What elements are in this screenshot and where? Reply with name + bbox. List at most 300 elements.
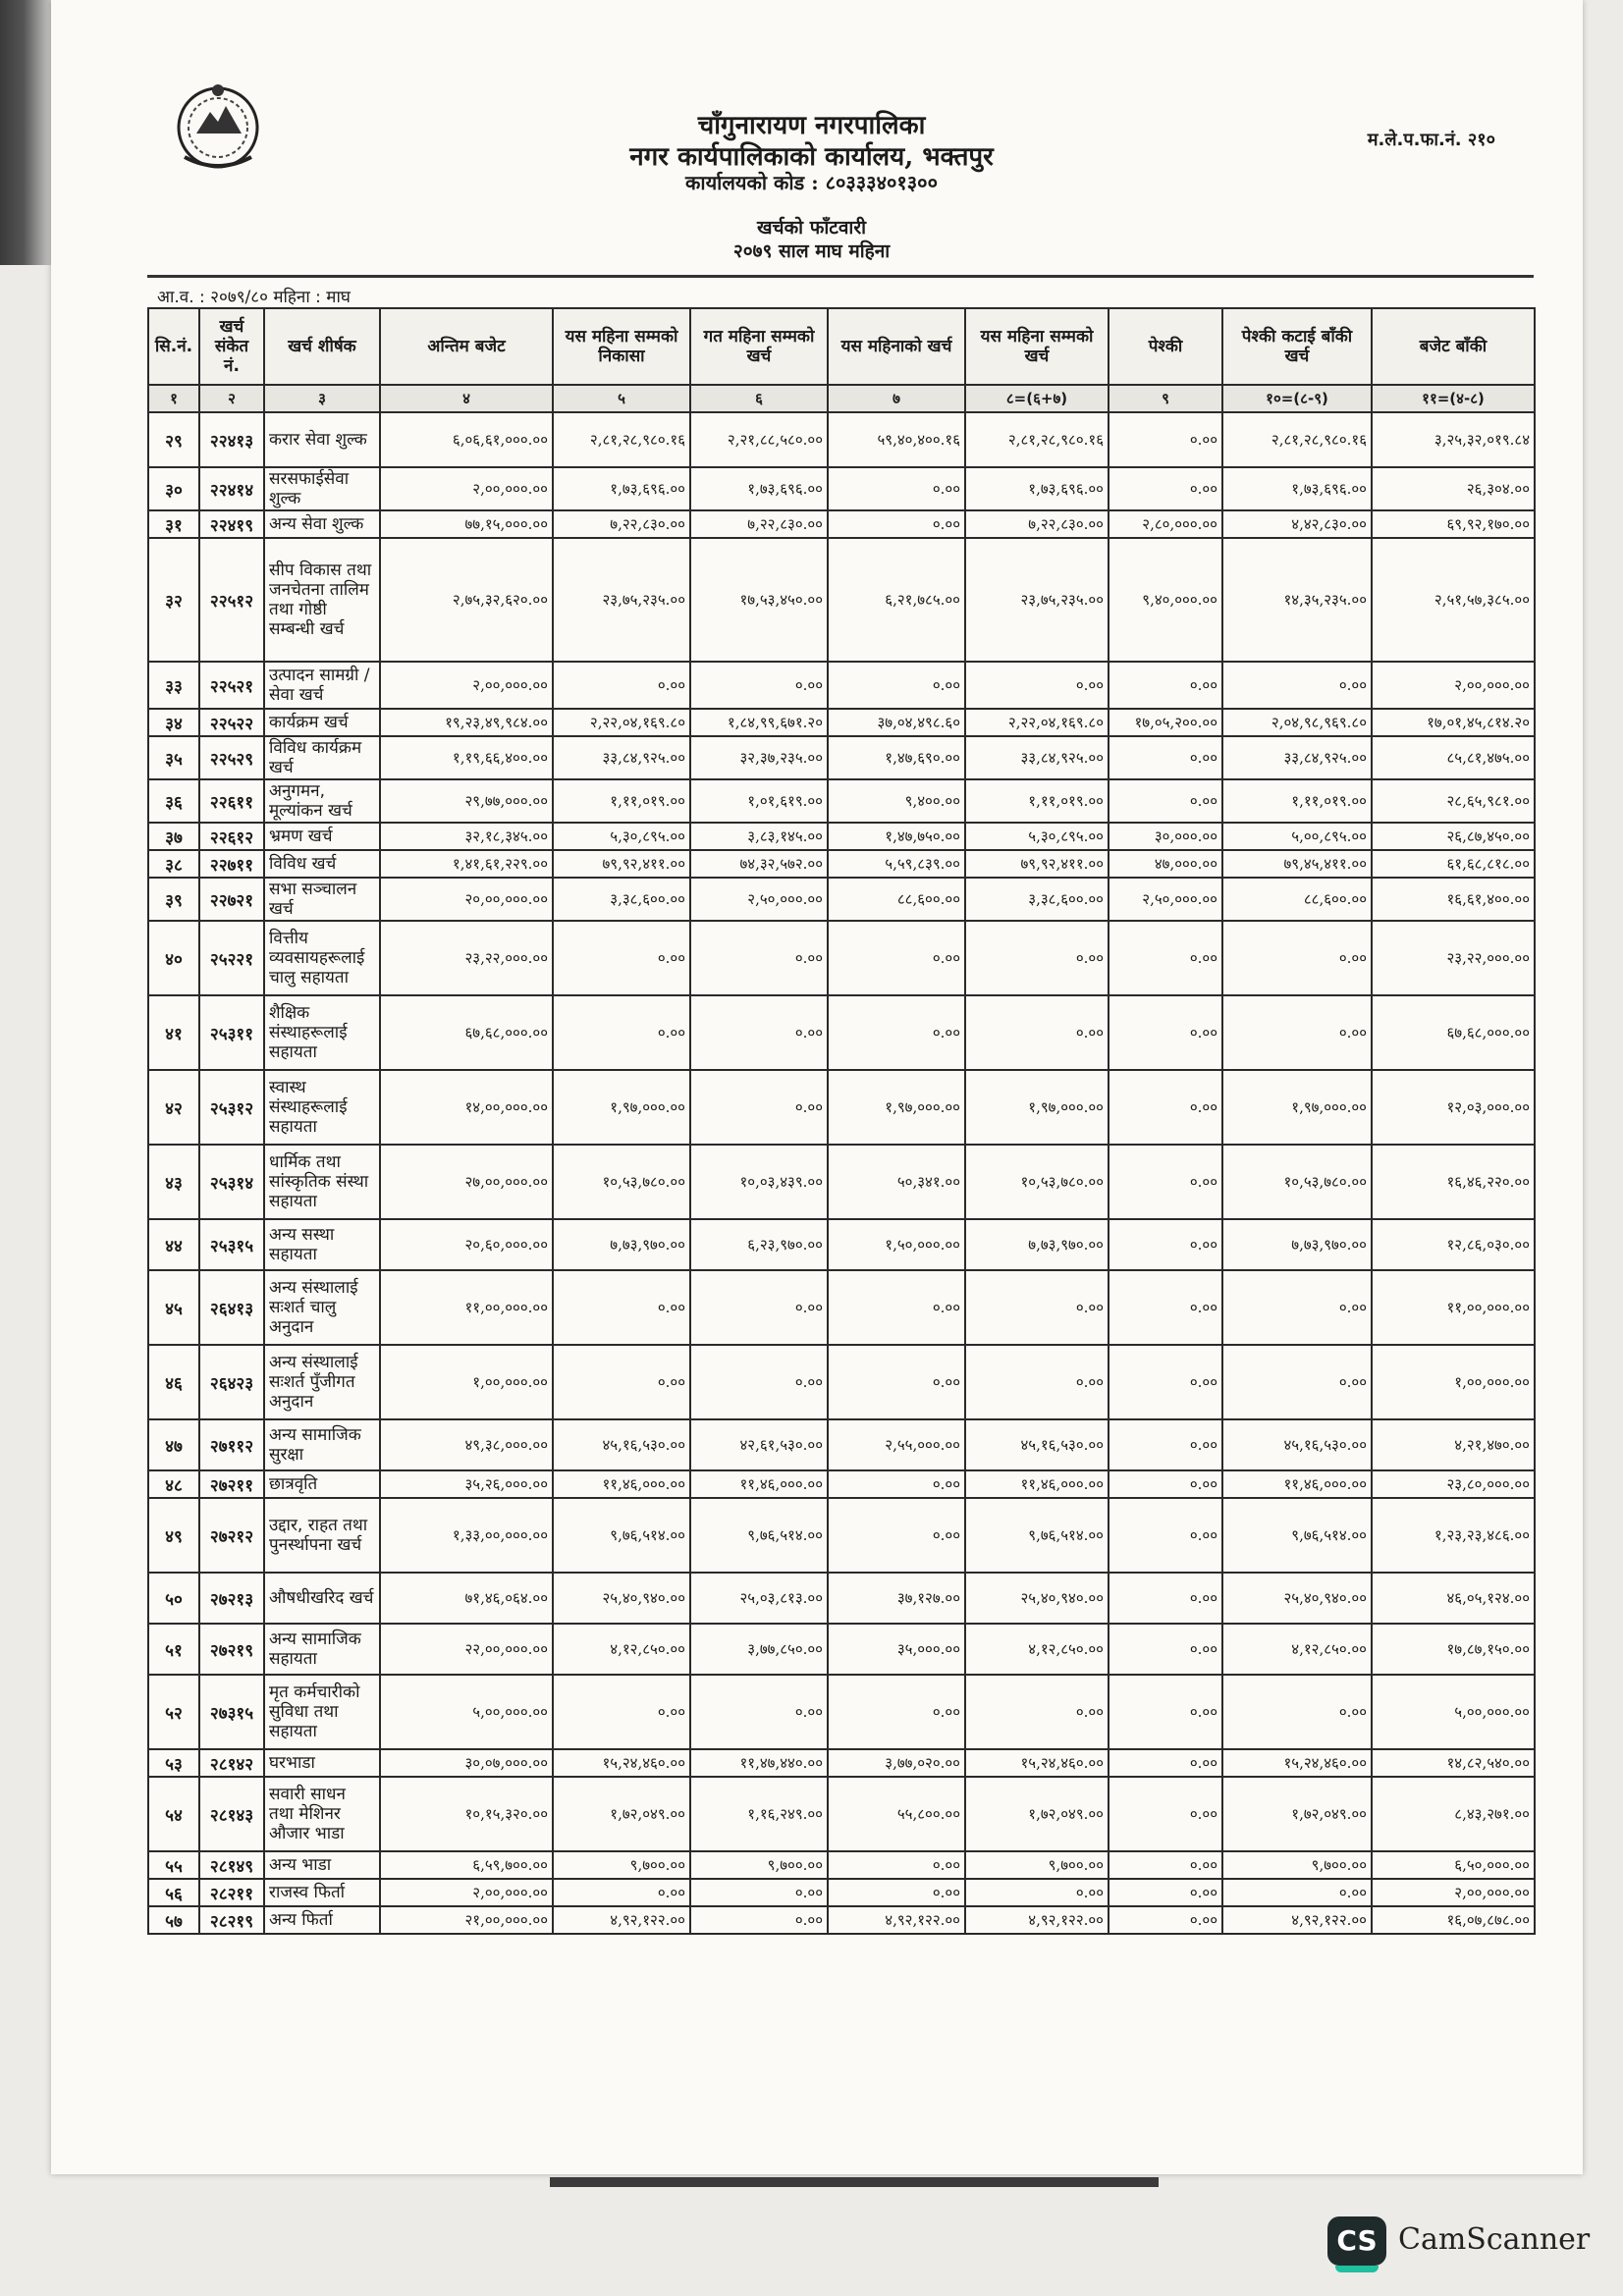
row-final-budget: २,७५,३२,६२०.०० [380,538,553,662]
fiscal-year: आ.व. : २०७९/८० महिना : माघ [157,288,351,307]
col-header: बजेट बाँकी [1372,308,1535,385]
row-title: कार्यक्रम खर्च [264,709,380,736]
row-title: अन्य सामाजिक सुरक्षा [264,1419,380,1470]
row-release-to-date: ७,२२,८३०.०० [553,510,690,538]
report-title: खर्चको फाँटवारी [756,217,867,239]
row-final-budget: ६,५९,७००.०० [380,1851,553,1879]
row-release-to-date: ०.०० [553,662,690,709]
row-budget-balance: २,००,०००.०० [1372,662,1535,709]
row-release-to-date: २,२२,०४,१६९.८० [553,709,690,736]
row-budget-balance: ३,२५,३२,०१९.८४ [1372,412,1535,467]
row-net-expense: ३३,८४,९२५.०० [1222,736,1372,779]
row-serial: ३४ [148,709,199,736]
row-release-to-date: ४,१२,८५०.०० [553,1624,690,1675]
report-period: २०७९ साल माघ महिना [732,240,891,262]
table-row [148,1573,1535,1624]
row-advance: ०.०० [1109,1573,1222,1624]
row-budget-balance: ६७,६८,०००.०० [1372,995,1535,1070]
table-row [148,1419,1535,1470]
row-final-budget: २,००,०००.०० [380,467,553,510]
row-release-to-date: १०,५३,७८०.०० [553,1145,690,1219]
col-index: १०=(८-९) [1222,385,1372,412]
row-expense-prev: ०.०० [690,662,828,709]
row-code: २२४१९ [199,510,264,538]
row-advance: ०.०० [1109,736,1222,779]
row-net-expense: ४५,१६,५३०.०० [1222,1419,1372,1470]
row-budget-balance: २३,८०,०००.०० [1372,1470,1535,1498]
table-row [148,1879,1535,1906]
row-advance: ०.०० [1109,412,1222,467]
row-budget-balance: २८,६५,९८१.०० [1372,779,1535,823]
row-budget-balance: ८,४३,२७१.०० [1372,1777,1535,1851]
row-expense-prev: ०.०० [690,1675,828,1749]
row-expense-prev: ६,२३,९७०.०० [690,1219,828,1270]
row-expense-month: ०.०० [828,510,965,538]
row-serial: ५२ [148,1675,199,1749]
row-release-to-date: ७,७३,९७०.०० [553,1219,690,1270]
row-net-expense: ७९,४५,४११.०० [1222,850,1372,878]
row-code: २२४१४ [199,467,264,510]
row-code: २८१४९ [199,1851,264,1879]
row-expense-month: ०.०० [828,1675,965,1749]
table-row [148,1777,1535,1851]
row-expense-prev: ०.०० [690,1270,828,1345]
row-serial: ५६ [148,1879,199,1906]
row-expense-to-date: ९,७६,५१४.०० [965,1498,1109,1573]
col-index: १ [148,385,199,412]
row-final-budget: १४,००,०००.०० [380,1070,553,1145]
row-advance: ०.०० [1109,1879,1222,1906]
row-advance: ०.०० [1109,1851,1222,1879]
row-budget-balance: ४,२१,४७०.०० [1372,1419,1535,1470]
row-net-expense: ११,४६,०००.०० [1222,1470,1372,1498]
row-final-budget: २७,००,०००.०० [380,1145,553,1219]
row-advance: ३०,०००.०० [1109,823,1222,850]
row-net-expense: ०.०० [1222,995,1372,1070]
row-title: धार्मिक तथा सांस्कृतिक संस्था सहायता [264,1145,380,1219]
row-final-budget: १,३३,००,०००.०० [380,1498,553,1573]
row-release-to-date: ४५,१६,५३०.०० [553,1419,690,1470]
row-title: सरसफाईसेवा शुल्क [264,467,380,510]
row-expense-prev: ०.०० [690,1879,828,1906]
row-expense-month: ०.०० [828,1270,965,1345]
col-index: ९ [1109,385,1222,412]
row-expense-prev: २,२१,८८,५८०.०० [690,412,828,467]
row-expense-month: ०.०० [828,467,965,510]
row-serial: ३५ [148,736,199,779]
row-expense-to-date: ०.०० [965,1879,1109,1906]
row-code: २५३१२ [199,1070,264,1145]
table-row [148,662,1535,709]
row-code: २८२१९ [199,1906,264,1934]
row-expense-to-date: ०.०० [965,1675,1109,1749]
row-serial: ४७ [148,1419,199,1470]
row-code: २७२१३ [199,1573,264,1624]
row-serial: ५३ [148,1749,199,1777]
row-code: २५२२१ [199,921,264,995]
column-index-row [148,385,1535,412]
row-title: छात्रवृति [264,1470,380,1498]
row-budget-balance: २३,२२,०००.०० [1372,921,1535,995]
row-serial: ३२ [148,538,199,662]
col-header: पेश्की [1109,308,1222,385]
row-serial: ५४ [148,1777,199,1851]
row-serial: ४८ [148,1470,199,1498]
row-code: २५३११ [199,995,264,1070]
row-code: २२५२१ [199,662,264,709]
row-budget-balance: २,००,०००.०० [1372,1879,1535,1906]
row-expense-to-date: ९,७००.०० [965,1851,1109,1879]
row-serial: ३३ [148,662,199,709]
row-release-to-date: २५,४०,९४०.०० [553,1573,690,1624]
row-budget-balance: १७,८७,१५०.०० [1372,1624,1535,1675]
col-header: गत महिना सम्मको खर्च [690,308,828,385]
row-advance: ९,४०,०००.०० [1109,538,1222,662]
row-serial: ५५ [148,1851,199,1879]
row-code: २२६११ [199,779,264,823]
row-final-budget: २३,२२,०००.०० [380,921,553,995]
row-final-budget: २,००,०००.०० [380,1879,553,1906]
row-expense-prev: १,०१,६१९.०० [690,779,828,823]
table-row [148,1675,1535,1749]
row-budget-balance: १,२३,२३,४८६.०० [1372,1498,1535,1573]
row-expense-to-date: १,७२,०४९.०० [965,1777,1109,1851]
row-net-expense: २,८१,२८,९८०.१६ [1222,412,1372,467]
table-row [148,538,1535,662]
row-advance: ०.०० [1109,779,1222,823]
row-final-budget: १०,१५,३२०.०० [380,1777,553,1851]
row-net-expense: १४,३५,२३५.०० [1222,538,1372,662]
col-index: ४ [380,385,553,412]
row-budget-balance: ५,००,०००.०० [1372,1675,1535,1749]
col-header: यस महिना सम्मको खर्च [965,308,1109,385]
row-serial: ४० [148,921,199,995]
row-title: उत्पादन सामग्री / सेवा खर्च [264,662,380,709]
col-index: २ [199,385,264,412]
table-row [148,878,1535,921]
row-advance: ०.०० [1109,1145,1222,1219]
row-net-expense: ४,१२,८५०.०० [1222,1624,1372,1675]
row-net-expense: ९,७००.०० [1222,1851,1372,1879]
row-expense-to-date: ३,३८,६००.०० [965,878,1109,921]
row-final-budget: ७१,४६,०६४.०० [380,1573,553,1624]
row-release-to-date: ९,७६,५१४.०० [553,1498,690,1573]
row-release-to-date: १,७३,६९६.०० [553,467,690,510]
row-title: करार सेवा शुल्क [264,412,380,467]
row-expense-prev: १,७३,६९६.०० [690,467,828,510]
table-row [148,1498,1535,1573]
row-net-expense: ८८,६००.०० [1222,878,1372,921]
row-release-to-date: ३,३८,६००.०० [553,878,690,921]
row-release-to-date: ४,९२,१२२.०० [553,1906,690,1934]
row-expense-month: ०.०० [828,1851,965,1879]
row-advance: ०.०० [1109,1270,1222,1345]
row-expense-to-date: ७,७३,९७०.०० [965,1219,1109,1270]
table-row [148,1470,1535,1498]
row-expense-to-date: ४,९२,१२२.०० [965,1906,1109,1934]
row-budget-balance: १२,८६,०३०.०० [1372,1219,1535,1270]
row-expense-prev: १,८४,९९,६७१.२० [690,709,828,736]
row-final-budget: २,००,०००.०० [380,662,553,709]
row-serial: ४१ [148,995,199,1070]
row-title: अन्य फिर्ता [264,1906,380,1934]
row-expense-month: २,५५,०००.०० [828,1419,965,1470]
row-expense-prev: २५,०३,८१३.०० [690,1573,828,1624]
row-advance: ०.०० [1109,467,1222,510]
office-code: कार्यालयको कोड : ८०३३३४०१३०० [685,171,938,194]
row-advance: ४७,०००.०० [1109,850,1222,878]
table-row [148,1145,1535,1219]
row-net-expense: ०.०० [1222,1270,1372,1345]
row-budget-balance: २६,८७,४५०.०० [1372,823,1535,850]
row-code: २६४२३ [199,1345,264,1419]
row-expense-month: ०.०० [828,1470,965,1498]
table-row [148,1906,1535,1934]
row-expense-prev: ७,२२,८३०.०० [690,510,828,538]
row-advance: ०.०० [1109,1906,1222,1934]
row-title: विविध कार्यक्रम खर्च [264,736,380,779]
row-expense-prev: १,१६,२४९.०० [690,1777,828,1851]
header-divider [147,275,1534,278]
row-code: २२४१३ [199,412,264,467]
col-index: ११=(४-८) [1372,385,1535,412]
row-release-to-date: ९,७००.०० [553,1851,690,1879]
row-code: २७३१५ [199,1675,264,1749]
row-serial: ४६ [148,1345,199,1419]
row-budget-balance: २,५१,५७,३८५.०० [1372,538,1535,662]
row-serial: ३८ [148,850,199,878]
row-expense-to-date: ५,३०,८९५.०० [965,823,1109,850]
row-release-to-date: ५,३०,८९५.०० [553,823,690,850]
row-serial: २९ [148,412,199,467]
col-header: अन्तिम बजेट [380,308,553,385]
row-expense-month: १,९७,०००.०० [828,1070,965,1145]
row-expense-month: ६,२१,७८५.०० [828,538,965,662]
col-header: यस महिना सम्मको निकासा [553,308,690,385]
row-advance: ०.०० [1109,1675,1222,1749]
row-net-expense: १०,५३,७८०.०० [1222,1145,1372,1219]
row-code: २२५२९ [199,736,264,779]
row-code: २७११२ [199,1419,264,1470]
row-serial: ४२ [148,1070,199,1145]
row-expense-prev: ०.०० [690,1906,828,1934]
row-serial: ५७ [148,1906,199,1934]
row-title: अन्य सेवा शुल्क [264,510,380,538]
row-title: सीप विकास तथा जनचेतना तालिम तथा गोष्ठी सम्बन्धी खर्च [264,538,380,662]
row-release-to-date: ०.०० [553,1675,690,1749]
row-expense-prev: ३,७७,८५०.०० [690,1624,828,1675]
row-title: अन्य संस्थालाई सःशर्त चालु अनुदान [264,1270,380,1345]
row-expense-month: १,५०,०००.०० [828,1219,965,1270]
row-code: २२७११ [199,850,264,878]
row-expense-to-date: १,९७,०००.०० [965,1070,1109,1145]
col-header: खर्च संकेत नं. [199,308,264,385]
row-expense-prev: १७,५३,४५०.०० [690,538,828,662]
row-title: अन्य भाडा [264,1851,380,1879]
row-advance: २,५०,०००.०० [1109,878,1222,921]
row-expense-to-date: १०,५३,७८०.०० [965,1145,1109,1219]
table-row [148,510,1535,538]
expense-table [147,307,1536,1935]
row-code: २८१४२ [199,1749,264,1777]
row-expense-prev: ७४,३२,५७२.०० [690,850,828,878]
row-expense-month: ३,७७,०२०.०० [828,1749,965,1777]
row-code: २२५२२ [199,709,264,736]
row-budget-balance: १,००,०००.०० [1372,1345,1535,1419]
row-final-budget: ६,०६,६१,०००.०० [380,412,553,467]
row-net-expense: १,७३,६९६.०० [1222,467,1372,510]
row-expense-month: ३७,०४,४९८.६० [828,709,965,736]
row-advance: ०.०० [1109,1070,1222,1145]
row-expense-to-date: २५,४०,९४०.०० [965,1573,1109,1624]
row-release-to-date: ०.०० [553,1879,690,1906]
col-index: ६ [690,385,828,412]
camscanner-logo-icon: CS [1327,2216,1386,2266]
row-budget-balance: १६,०७,८७८.०० [1372,1906,1535,1934]
row-serial: ५० [148,1573,199,1624]
row-title: सवारी साधन तथा मेशिनर औजार भाडा [264,1777,380,1851]
row-expense-to-date: ०.०० [965,995,1109,1070]
table-row [148,1749,1535,1777]
table-row [148,736,1535,779]
row-net-expense: ०.०० [1222,662,1372,709]
row-final-budget: २०,००,०००.०० [380,878,553,921]
row-advance: ०.०० [1109,995,1222,1070]
row-advance: ०.०० [1109,1498,1222,1573]
row-net-expense: ०.०० [1222,1675,1372,1749]
row-budget-balance: ४६,०५,१२४.०० [1372,1573,1535,1624]
row-net-expense: ९,७६,५१४.०० [1222,1498,1372,1573]
table-row [148,823,1535,850]
row-net-expense: ४,९२,१२२.०० [1222,1906,1372,1934]
row-advance: १७,०५,२००.०० [1109,709,1222,736]
row-code: २५३१४ [199,1145,264,1219]
row-release-to-date: ११,४६,०००.०० [553,1470,690,1498]
col-index: ३ [264,385,380,412]
row-expense-to-date: ४,१२,८५०.०० [965,1624,1109,1675]
table-row [148,467,1535,510]
row-expense-prev: ०.०० [690,1345,828,1419]
row-release-to-date: १५,२४,४६०.०० [553,1749,690,1777]
row-title: स्वास्थ संस्थाहरूलाई सहायता [264,1070,380,1145]
row-advance: ०.०० [1109,921,1222,995]
col-index: ८=(६+७) [965,385,1109,412]
table-row [148,921,1535,995]
row-advance: ०.०० [1109,1419,1222,1470]
row-advance: ०.०० [1109,662,1222,709]
row-net-expense: १,११,०१९.०० [1222,779,1372,823]
row-budget-balance: १२,०३,०००.०० [1372,1070,1535,1145]
row-code: २७२१९ [199,1624,264,1675]
row-net-expense: १५,२४,४६०.०० [1222,1749,1372,1777]
row-title: अन्य सस्था सहायता [264,1219,380,1270]
row-title: भ्रमण खर्च [264,823,380,850]
row-expense-to-date: ११,४६,०००.०० [965,1470,1109,1498]
table-row [148,1070,1535,1145]
row-expense-prev: ११,४७,४४०.०० [690,1749,828,1777]
row-release-to-date: १,७२,०४९.०० [553,1777,690,1851]
row-release-to-date: ०.०० [553,1345,690,1419]
table-row [148,709,1535,736]
row-serial: ४४ [148,1219,199,1270]
row-advance: ०.०० [1109,1470,1222,1498]
row-final-budget: ११,००,०००.०० [380,1270,553,1345]
row-expense-to-date: ४५,१६,५३०.०० [965,1419,1109,1470]
row-code: २२७२१ [199,878,264,921]
row-release-to-date: १,९७,०००.०० [553,1070,690,1145]
row-final-budget: १,४१,६१,२२९.०० [380,850,553,878]
row-expense-prev: ९,७६,५१४.०० [690,1498,828,1573]
row-title: सभा सञ्चालन खर्च [264,878,380,921]
row-budget-balance: ११,००,०००.०० [1372,1270,1535,1345]
row-expense-prev: ९,७००.०० [690,1851,828,1879]
row-expense-month: १,४७,६९०.०० [828,736,965,779]
row-final-budget: १,००,०००.०० [380,1345,553,1419]
row-final-budget: ६७,६८,०००.०० [380,995,553,1070]
row-final-budget: ३५,२६,०००.०० [380,1470,553,1498]
row-expense-prev: ०.०० [690,1070,828,1145]
row-title: विविध खर्च [264,850,380,878]
row-release-to-date: २३,७५,२३५.०० [553,538,690,662]
table-row [148,779,1535,823]
row-expense-month: ०.०० [828,1879,965,1906]
row-title: शैक्षिक संस्थाहरूलाई सहायता [264,995,380,1070]
row-expense-prev: ११,४६,०००.०० [690,1470,828,1498]
row-release-to-date: ७९,९२,४११.०० [553,850,690,878]
row-title: औषधीखरिद खर्च [264,1573,380,1624]
row-expense-to-date: १,७३,६९६.०० [965,467,1109,510]
row-final-budget: १,१९,६६,४००.०० [380,736,553,779]
row-advance: ०.०० [1109,1749,1222,1777]
row-expense-to-date: ०.०० [965,1345,1109,1419]
col-header: पेश्की कटाई बाँकी खर्च [1222,308,1372,385]
row-expense-to-date: २,२२,०४,१६९.८० [965,709,1109,736]
row-final-budget: २१,००,०००.०० [380,1906,553,1934]
row-expense-month: ४,९२,१२२.०० [828,1906,965,1934]
row-expense-to-date: ०.०० [965,1270,1109,1345]
row-expense-month: ५०,३४१.०० [828,1145,965,1219]
row-expense-month: ५९,४०,४००.१६ [828,412,965,467]
row-final-budget: ४९,३८,०००.०० [380,1419,553,1470]
row-budget-balance: १७,०१,४५,८१४.२० [1372,709,1535,736]
row-code: २८२११ [199,1879,264,1906]
row-expense-to-date: ७,२२,८३०.०० [965,510,1109,538]
row-expense-prev: ३२,३७,२३५.०० [690,736,828,779]
row-serial: ३७ [148,823,199,850]
table-row [148,995,1535,1070]
row-expense-month: ९,४००.०० [828,779,965,823]
row-release-to-date: ०.०० [553,995,690,1070]
row-budget-balance: २६,३०४.०० [1372,467,1535,510]
row-title: वित्तीय व्यवसायहरूलाई चालु सहायता [264,921,380,995]
row-final-budget: १९,२३,४९,९८४.०० [380,709,553,736]
row-code: २७२११ [199,1470,264,1498]
row-expense-month: ०.०० [828,1345,965,1419]
row-final-budget: २२,००,०००.०० [380,1624,553,1675]
table-header-row [148,308,1535,385]
row-expense-to-date: १५,२४,४६०.०० [965,1749,1109,1777]
municipality-name: चाँगुनारायण नगरपालिका [697,111,926,140]
row-advance: ०.०० [1109,1624,1222,1675]
row-expense-to-date: २३,७५,२३५.०० [965,538,1109,662]
row-budget-balance: ६,५०,०००.०० [1372,1851,1535,1879]
row-serial: ३६ [148,779,199,823]
row-expense-month: ५,५९,८३९.०० [828,850,965,878]
row-code: २७२१२ [199,1498,264,1573]
row-title: अन्य सामाजिक सहायता [264,1624,380,1675]
row-release-to-date: ३३,८४,९२५.०० [553,736,690,779]
row-budget-balance: ६१,६८,८१८.०० [1372,850,1535,878]
